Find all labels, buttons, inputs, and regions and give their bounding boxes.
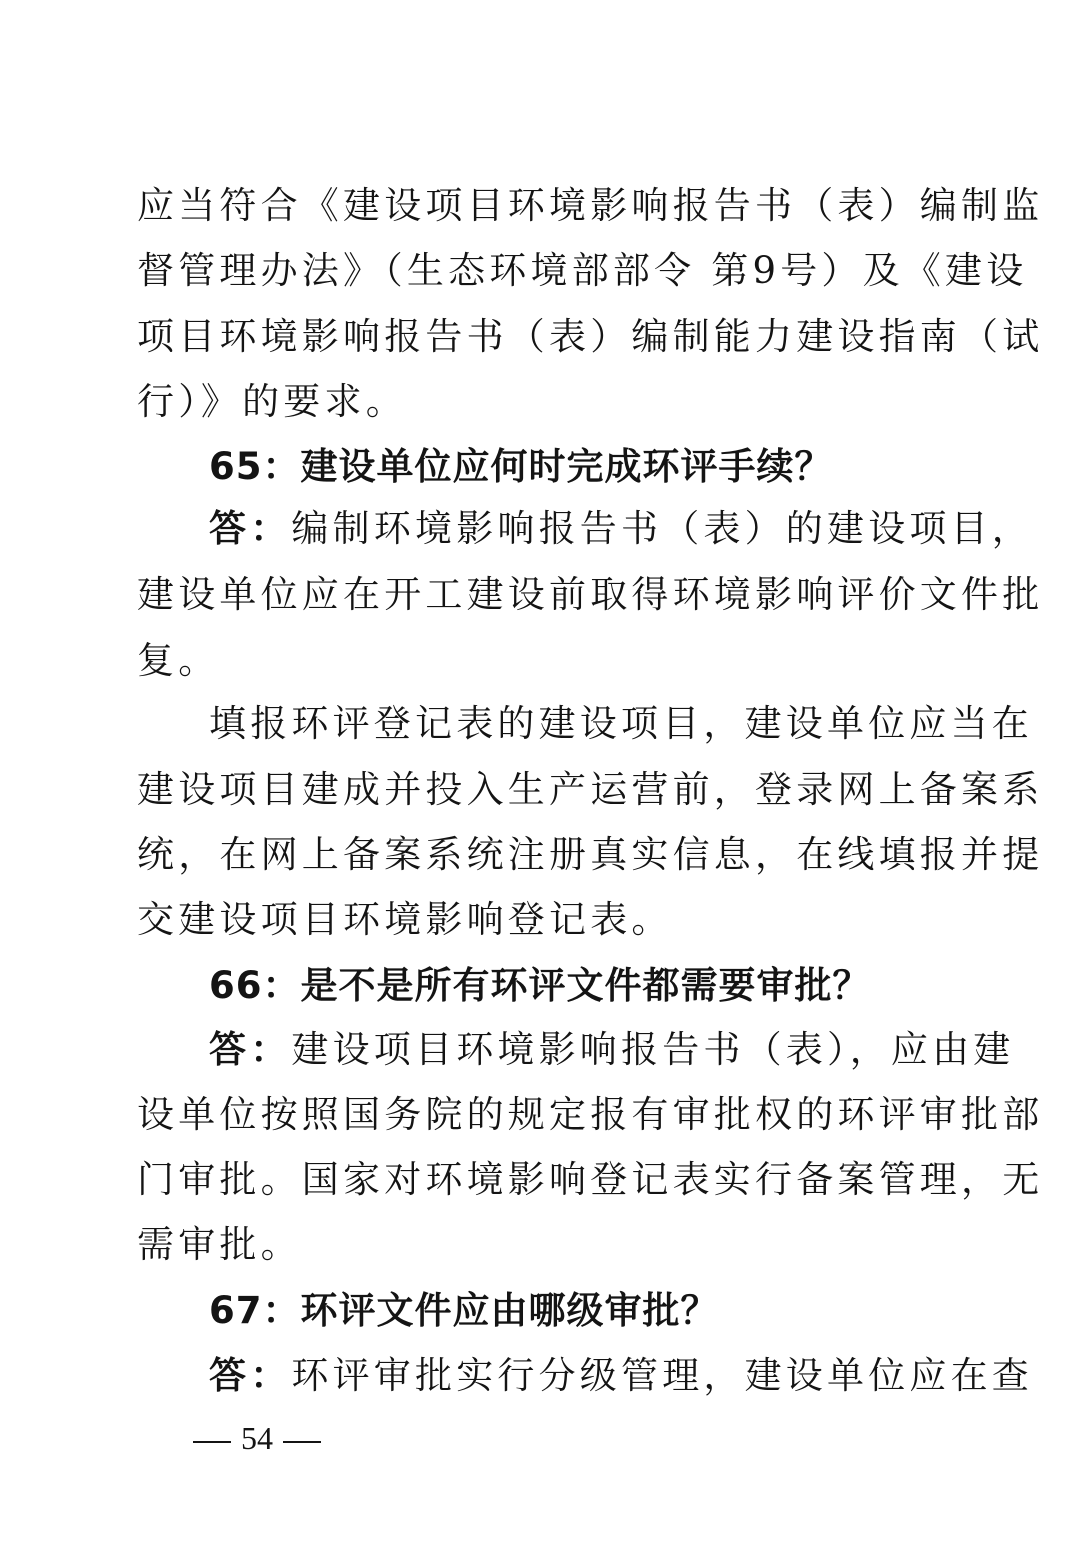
answer-label: 答：: [209, 507, 292, 550]
question-67-title: 67：环评文件应由哪级审批？: [209, 1289, 719, 1332]
answer-text: 环评审批实行分级管理，建设单位应在查: [291, 1354, 1034, 1397]
question-66-title: 66：是不是所有环评文件都需要审批？: [209, 964, 871, 1007]
footer-dash-right: [283, 1441, 321, 1443]
answer-label: 答：: [209, 1028, 292, 1071]
answer-line: 门审批。国家对环境影响登记表实行备案管理，无: [137, 1158, 1044, 1201]
paragraph-line: 应当符合《建设项目环境影响报告书（表）编制监: [137, 184, 1044, 227]
paragraph-line: 督管理办法》（生态环境部部令 第9号）及《建设: [137, 249, 1028, 292]
answer-line: 复。: [137, 639, 220, 682]
footer-dash-left: [193, 1441, 231, 1443]
paragraph-line: 统，在网上备案系统注册真实信息，在线填报并提: [137, 833, 1044, 876]
question-65-title: 65：建设单位应何时完成环评手续？: [209, 445, 833, 488]
question-66-answer-first-line: [209, 1019, 1015, 1081]
answer-label: 答：: [209, 1354, 292, 1397]
paragraph-line: 项目环境影响报告书（表）编制能力建设指南（试: [137, 315, 1044, 358]
paragraph-line: 交建设项目环境影响登记表。: [137, 898, 673, 941]
question-67-answer-first-line: [209, 1345, 1034, 1407]
paragraph-line: 填报环评登记表的建设项目，建设单位应当在: [209, 702, 1033, 745]
paragraph-line: 行）》的要求。: [137, 380, 407, 423]
answer-text: 建设项目环境影响报告书（表），应由建: [291, 1028, 1015, 1071]
paragraph-line: 建设项目建成并投入生产运营前，登录网上备案系: [137, 768, 1044, 811]
question-65-answer-first-line: [209, 498, 1034, 560]
answer-line: 设单位按照国务院的规定报有审批权的环评审批部: [137, 1093, 1044, 1136]
page-number: 54: [241, 1420, 273, 1456]
answer-text: 编制环境影响报告书（表）的建设项目，: [291, 507, 1034, 550]
answer-line: 需审批。: [137, 1223, 302, 1266]
answer-line: 建设单位应在开工建设前取得环境影响评价文件批: [137, 573, 1044, 616]
page-footer: [183, 1408, 331, 1468]
